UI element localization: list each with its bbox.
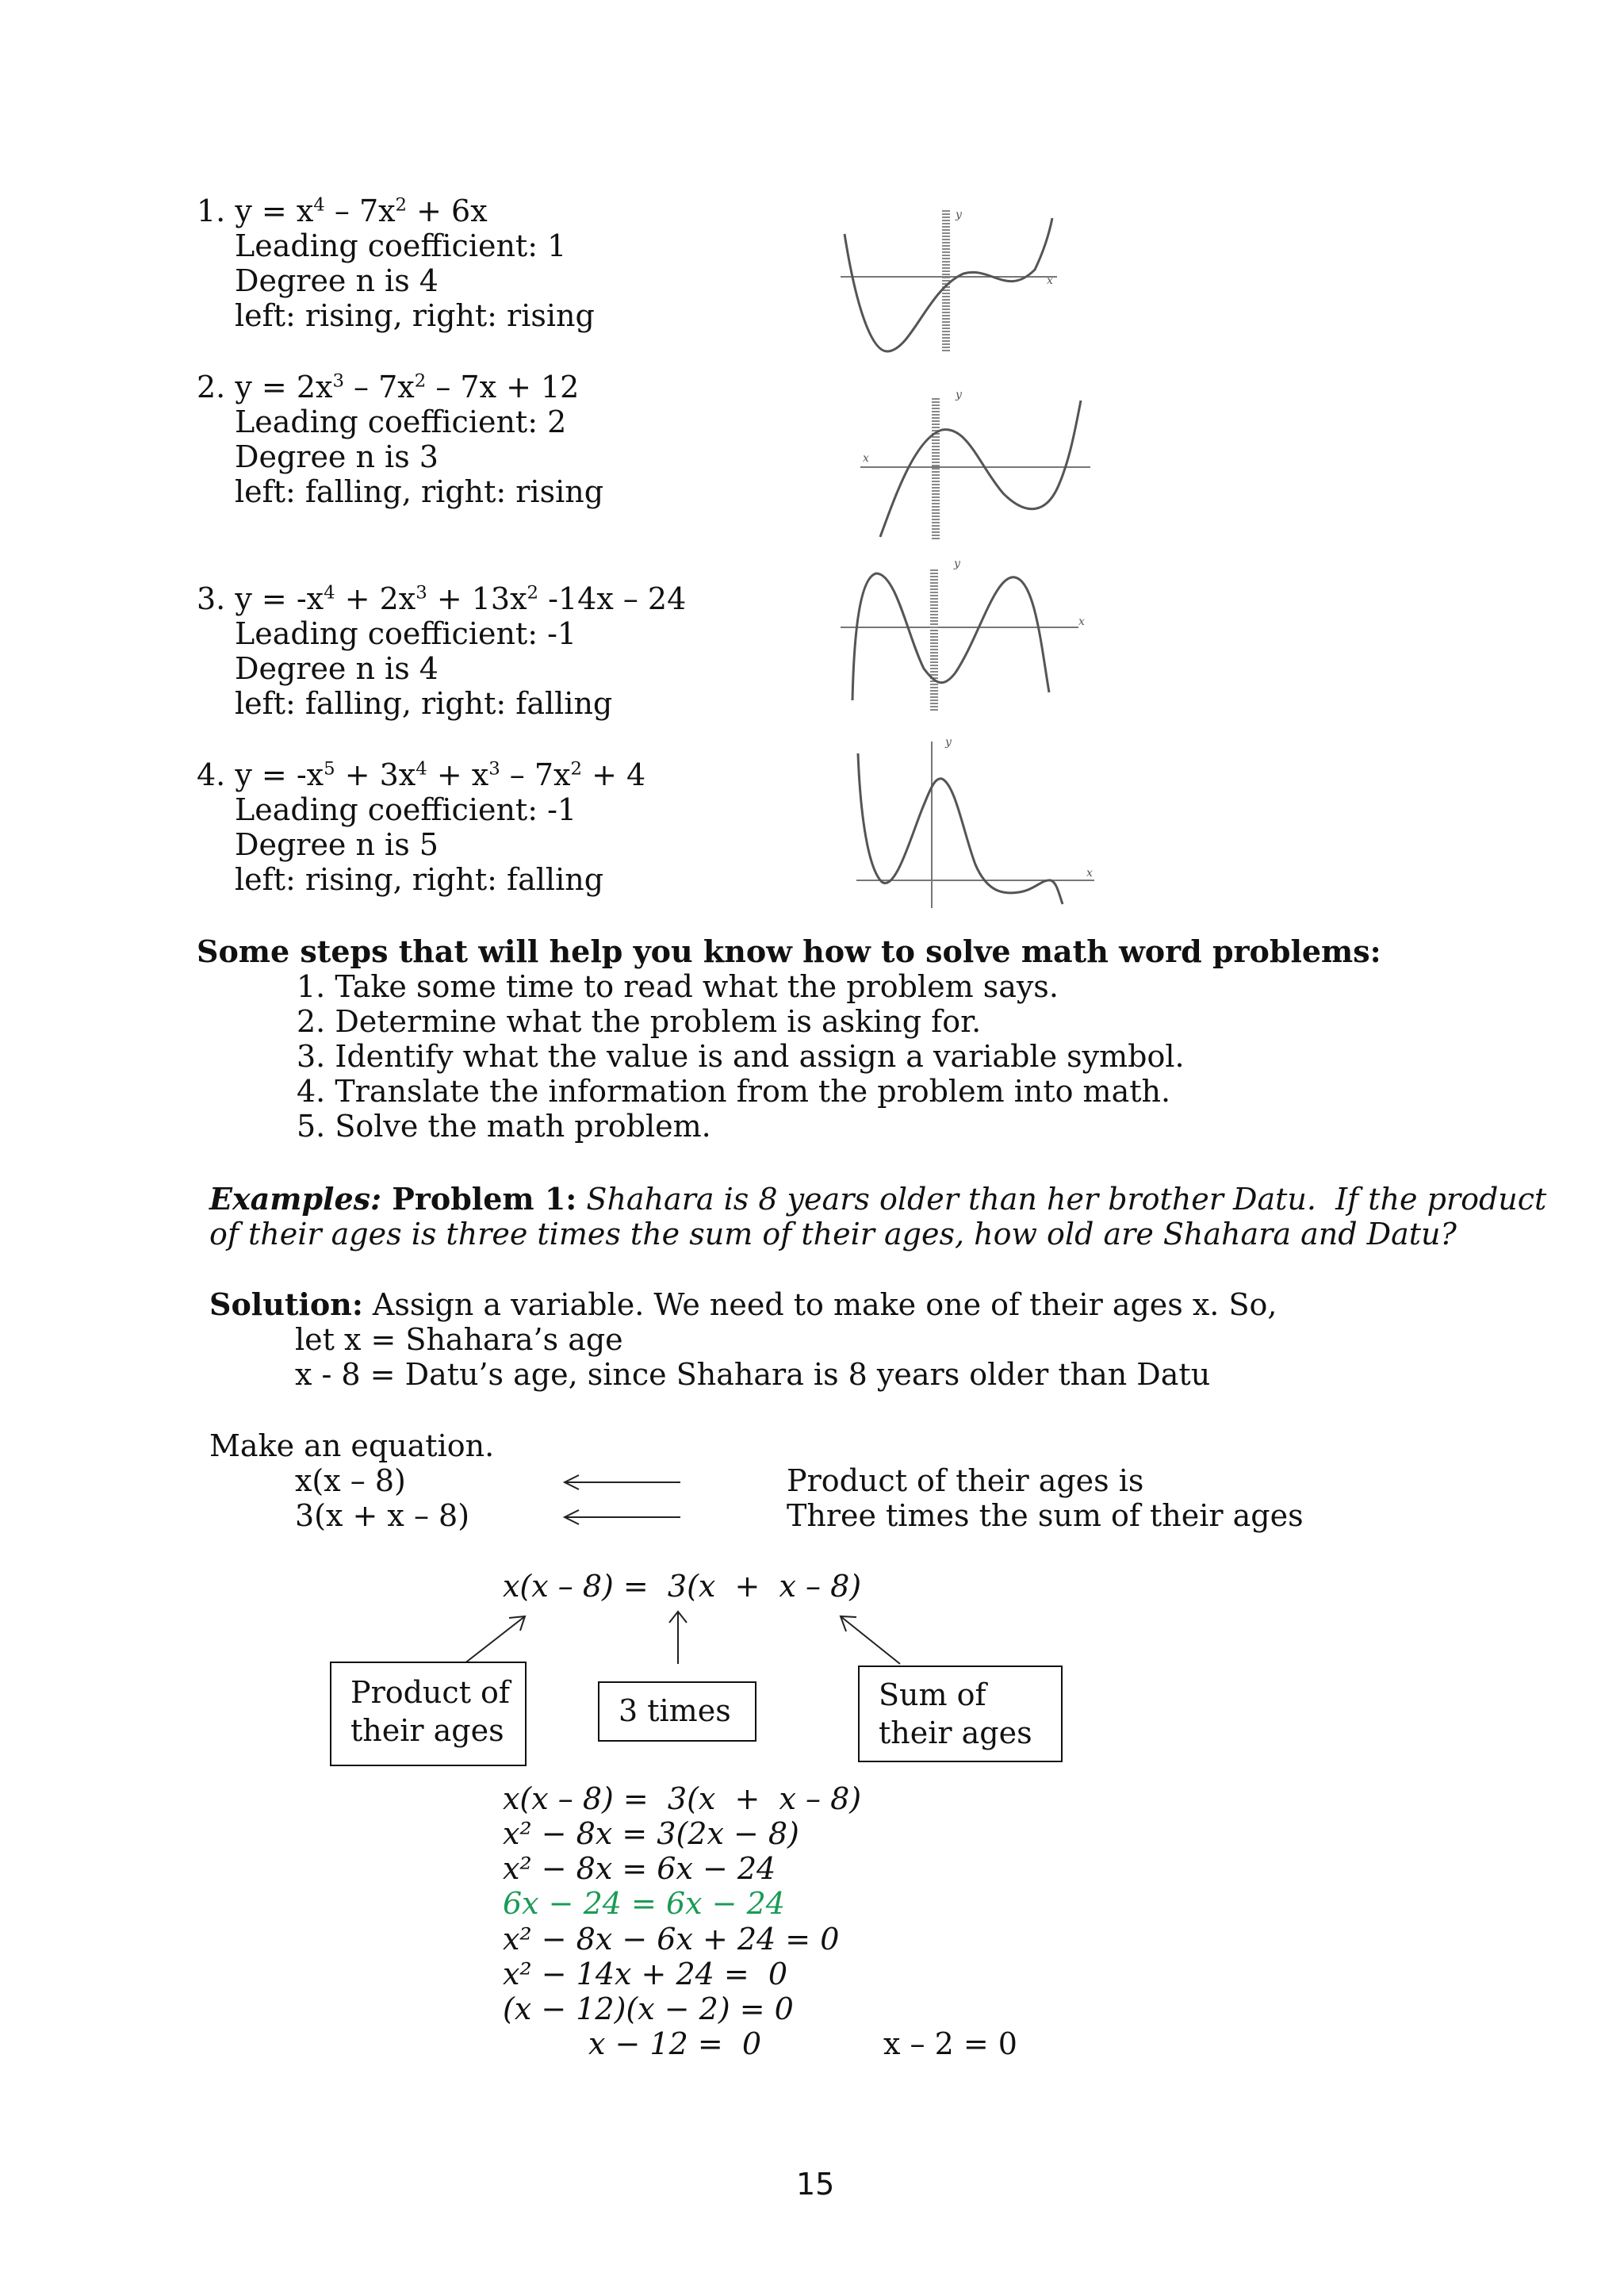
solution-step: x(x – 8) = 3(x + x – 8) xyxy=(503,1781,862,1816)
arrow-to-product-icon xyxy=(460,1610,539,1665)
step-item: 4. Translate the information from the problem into math. xyxy=(297,1074,1171,1109)
poly3-degree: Degree n is 4 xyxy=(235,651,439,686)
steps-heading: Some steps that will help you know how to solve math word problems: xyxy=(197,933,1381,969)
expression-sum: 3(x + x – 8) xyxy=(295,1498,470,1533)
poly3-equation: 3. $y = -x^4 + 2x^3 + 13x^2$ -14x – 24 xyxy=(197,581,687,616)
poly2-leading-coefficient: Leading coefficient: 2 xyxy=(235,404,567,439)
step-item: 5. Solve the math problem. xyxy=(297,1109,711,1144)
poly3-leading-coefficient: Leading coefficient: -1 xyxy=(235,616,577,651)
poly4-graph-y-label: y xyxy=(945,736,952,749)
poly1-graph-x-label: x xyxy=(1047,274,1053,287)
product-description: Product of their ages is xyxy=(787,1463,1144,1498)
solution-step-root-2: x – 2 = 0 xyxy=(883,2026,1017,2061)
make-equation-label: Make an equation. xyxy=(209,1428,495,1463)
left-arrow-icon xyxy=(561,1474,688,1490)
poly3-graph xyxy=(837,558,1090,716)
sum-description: Three times the sum of their ages xyxy=(787,1498,1304,1533)
solution-step: x² − 14x + 24 = 0 xyxy=(503,1957,788,1991)
step-item: 1. Take some time to read what the problem says. xyxy=(297,969,1059,1004)
solution-step: x² − 8x = 6x − 24 xyxy=(503,1851,776,1886)
solution-step: x² − 8x = 3(2x − 8) xyxy=(503,1816,799,1851)
arrow-to-sum-icon xyxy=(833,1610,904,1665)
poly4-leading-coefficient: Leading coefficient: -1 xyxy=(235,792,577,827)
poly1-graph xyxy=(837,202,1098,361)
solution-step: (x − 12)(x − 2) = 0 xyxy=(503,1991,794,2026)
poly1-leading-coefficient: Leading coefficient: 1 xyxy=(235,228,567,263)
step-item: 2. Determine what the problem is asking for. xyxy=(297,1004,982,1039)
poly3-graph-y-label: y xyxy=(954,558,960,570)
poly4-graph-x-label: x xyxy=(1086,867,1093,880)
poly3-end-behavior: left: falling, right: falling xyxy=(235,686,613,721)
left-arrow-icon xyxy=(561,1509,688,1525)
poly2-degree: Degree n is 3 xyxy=(235,439,439,474)
poly1-graph-y-label: y xyxy=(956,209,962,221)
arrow-to-three-icon xyxy=(666,1608,690,1665)
step-item: 3. Identify what the value is and assign a variable symbol. xyxy=(297,1039,1185,1074)
solution-step: x² − 8x − 6x + 24 = 0 xyxy=(503,1922,840,1957)
poly1-equation: 1. $y = x^4 - 7x^2 + 6x$ xyxy=(197,194,488,228)
poly2-graph xyxy=(856,386,1110,545)
expression-product: x(x – 8) xyxy=(295,1463,406,1498)
poly1-end-behavior: left: rising, right: rising xyxy=(235,298,595,333)
three-times-label-box: 3 times xyxy=(598,1681,756,1742)
poly4-end-behavior: left: rising, right: falling xyxy=(235,862,604,897)
poly2-graph-y-label: y xyxy=(956,389,962,401)
poly2-graph-x-label: x xyxy=(863,452,869,465)
product-label-box: Product of their ages xyxy=(330,1662,527,1766)
poly3-graph-x-label: x xyxy=(1078,615,1085,628)
solution-line: Solution: Assign a variable. We need to make one of their ages x. So, xyxy=(209,1286,1277,1322)
let-x-line: let x = Shahara’s age xyxy=(295,1322,623,1357)
let-x-minus-8-line: x - 8 = Datu’s age, since Shahara is 8 years older than Datu xyxy=(295,1357,1211,1392)
poly2-equation: 2. $y = 2x^3 - 7x^2 - 7x + 12$ xyxy=(197,370,580,404)
example-problem-line1: Examples: Problem 1: Shahara is 8 years older than her brother Datu. If the product xyxy=(209,1181,1547,1217)
solution-step-highlighted: 6x − 24 = 6x − 24 xyxy=(503,1886,785,1921)
page-number: 15 xyxy=(796,2167,835,2202)
poly1-degree: Degree n is 4 xyxy=(235,263,439,298)
main-equation: x(x – 8) = 3(x + x – 8) xyxy=(503,1569,862,1604)
poly2-end-behavior: left: falling, right: rising xyxy=(235,474,604,509)
poly4-degree: Degree n is 5 xyxy=(235,827,439,862)
poly4-equation: 4. $y = -x^5 + 3x^4 + x^3 - 7x^2 + 4$ xyxy=(197,757,646,792)
example-problem-line2: of their ages is three times the sum of their ages, how old are Shahara and Datu? xyxy=(209,1217,1457,1251)
sum-label-box: Sum of their ages xyxy=(858,1665,1063,1762)
poly4-graph xyxy=(848,738,1110,916)
solution-step-root-1: x − 12 = 0 xyxy=(588,2026,762,2061)
